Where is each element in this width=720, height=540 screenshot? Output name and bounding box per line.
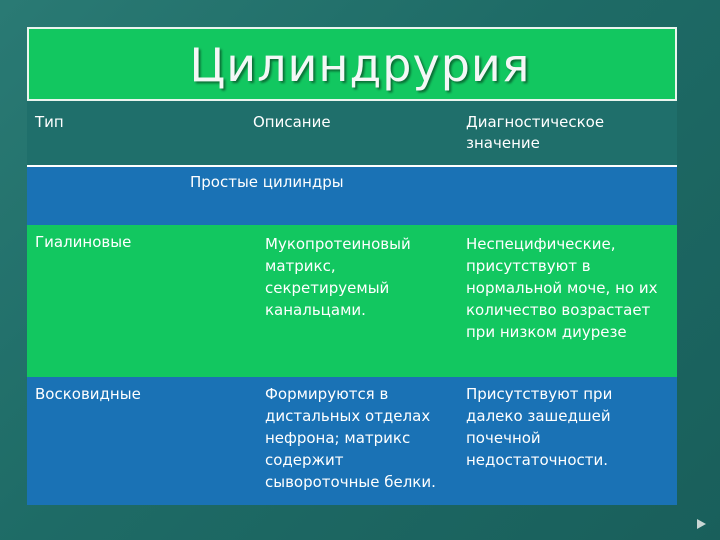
cell-significance: Неспецифические, присутствуют в нормальной моче, но их количество возрастает при низком диурезе bbox=[466, 235, 658, 341]
slide-title: Цилиндрурия bbox=[189, 38, 531, 92]
cell-type: Гиалиновые bbox=[35, 233, 132, 251]
triangle-arrow-right-icon[interactable] bbox=[697, 519, 706, 529]
header-description: Описание bbox=[253, 113, 331, 131]
cell-description: Мукопротеиновый матрикс, секретируемый канальцами. bbox=[265, 235, 411, 319]
header-diagnostic-significance: Диагностическое значение bbox=[466, 113, 605, 152]
cell-description: Формируются в дистальных отделах нефрона; матрикс содержит сывороточные белки. bbox=[265, 385, 436, 491]
cell-significance: Присутствуют при далеко зашедшей почечной недостаточности. bbox=[466, 385, 613, 469]
section-row bbox=[27, 167, 677, 225]
header-type: Тип bbox=[35, 113, 64, 131]
cell-type: Восковидные bbox=[35, 385, 141, 403]
section-label: Простые цилиндры bbox=[190, 173, 344, 191]
